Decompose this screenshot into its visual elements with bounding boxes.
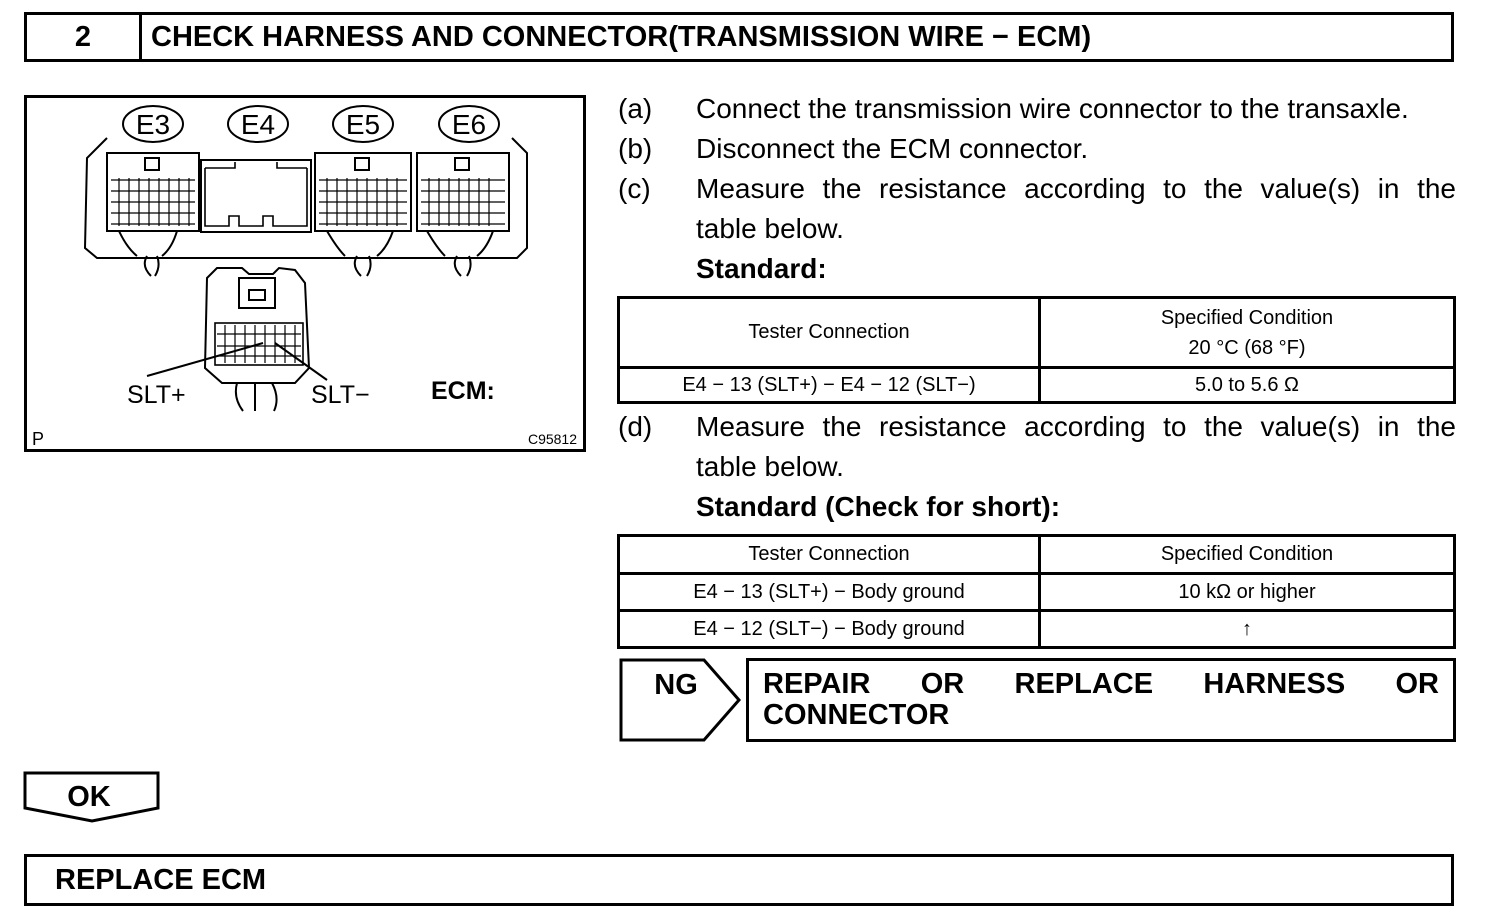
- ng-result-text: [763, 669, 1439, 731]
- step-text-line2: table below.: [696, 213, 844, 244]
- component-label: ECM:: [431, 377, 495, 405]
- table-cell-condition: 5.0 to 5.6 Ω: [1040, 368, 1455, 403]
- table-row: [619, 368, 1455, 403]
- step-number: 2: [27, 15, 142, 59]
- standard-label: Standard:: [696, 253, 827, 284]
- final-action-text: REPLACE ECM: [55, 864, 267, 896]
- table-row: [619, 574, 1455, 611]
- step-a: [618, 89, 1460, 129]
- step-letter: (c): [618, 173, 651, 204]
- step-letter: (d): [618, 411, 653, 442]
- step-text-line2: table below.: [696, 451, 844, 482]
- short-check-table: [617, 534, 1456, 649]
- figure-code: C95812: [527, 431, 577, 447]
- connector-label-e3: E3: [135, 109, 171, 140]
- step-text: Disconnect the ECM connector.: [696, 133, 1089, 164]
- ecm-connector-illustration: [27, 98, 583, 449]
- ng-result-line2: CONNECTOR: [763, 699, 950, 731]
- step-d: [618, 407, 1460, 487]
- table-header-connection: Tester Connection: [619, 298, 1040, 368]
- ng-result-line1: REPAIR OR REPLACE HARNESS OR: [763, 668, 1439, 700]
- table-header-row: [619, 298, 1455, 368]
- table-cell-condition: 10 kΩ or higher: [1040, 574, 1455, 611]
- step-title: CHECK HARNESS AND CONNECTOR(TRANSMISSION WIRE − ECM): [151, 21, 1092, 53]
- final-action-box: [24, 854, 1454, 906]
- table-cell-connection: E4 − 12 (SLT−) − Body ground: [619, 611, 1040, 648]
- table-cell-connection: E4 − 13 (SLT+) − E4 − 12 (SLT−): [619, 368, 1040, 403]
- connector-label-e5: E5: [345, 109, 381, 140]
- table-cell-connection: E4 − 13 (SLT+) − Body ground: [619, 574, 1040, 611]
- resistance-table: [617, 296, 1456, 404]
- table-header-connection: Tester Connection: [619, 536, 1040, 574]
- figure-corner-letter: P: [32, 429, 45, 449]
- ng-arrow-icon: [618, 656, 744, 744]
- table-row: [619, 611, 1455, 648]
- condition-header-line1: Specified Condition: [1160, 306, 1334, 329]
- standard-short-label: Standard (Check for short):: [696, 491, 1061, 522]
- ng-label: NG: [654, 669, 698, 701]
- connector-label-e4: E4: [240, 109, 276, 140]
- ok-label: OK: [67, 781, 111, 813]
- ecm-connector-figure: [24, 95, 586, 452]
- table-header-row: [619, 536, 1455, 574]
- pin-label-slt-minus: SLT−: [311, 381, 370, 409]
- condition-header-line2: 20 °C (68 °F): [1188, 336, 1306, 359]
- pin-label-slt-plus: SLT+: [127, 381, 186, 409]
- ok-arrow-icon: [22, 770, 162, 824]
- step-b: [618, 129, 1460, 169]
- step-c: [618, 169, 1460, 249]
- table-cell-condition: ↑: [1040, 611, 1455, 648]
- ng-result-box: [746, 658, 1456, 742]
- step-text-line1: Measure the resistance according to the value(s) in the: [696, 411, 1456, 442]
- table-header-condition: [1040, 298, 1455, 368]
- table-header-condition: Specified Condition: [1040, 536, 1455, 574]
- step-text: Connect the transmission wire connector to the transaxle.: [696, 93, 1409, 124]
- connector-label-e6: E6: [451, 109, 487, 140]
- step-letter: (b): [618, 133, 653, 164]
- step-letter: (a): [618, 93, 653, 124]
- step-header: [24, 12, 1454, 62]
- step-text-line1: Measure the resistance according to the value(s) in the: [696, 173, 1456, 204]
